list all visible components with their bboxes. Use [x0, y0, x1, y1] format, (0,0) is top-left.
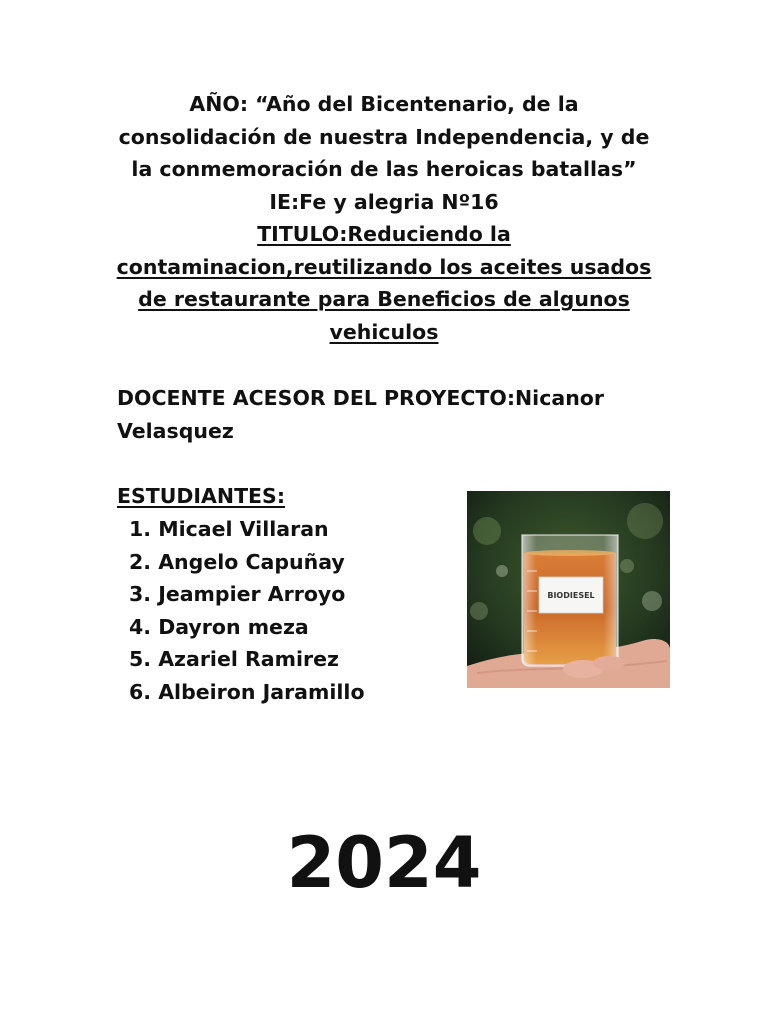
student-item: 1. Micael Villaran	[129, 517, 329, 541]
students-heading: ESTUDIANTES:	[117, 484, 286, 508]
year-dedication: AÑO: “Año del Bicentenario, de la consolidación de nuestra Independencia, y de la conmemoración de las heroicas batallas” IE:Fe y alegria Nº16	[118, 92, 650, 214]
biodiesel-photo	[467, 491, 670, 688]
student-item: 3. Jeampier Arroyo	[129, 582, 346, 606]
teacher-advisor: DOCENTE ACESOR DEL PROYECTO:Nicanor Velasquez	[117, 386, 604, 443]
document-year: 2024	[286, 822, 482, 904]
student-item: 2. Angelo Capuñay	[129, 549, 345, 574]
student-item: 6. Albeiron Jaramillo	[129, 679, 365, 704]
student-item: 5. Azariel Ramirez	[129, 647, 339, 671]
project-title: TITULO:Reduciendo la contaminacion,reutilizando los aceites usados de restaurante para Beneficios de algunos vehiculos	[116, 222, 652, 344]
document-header	[110, 88, 658, 348]
students-list	[129, 513, 365, 708]
biodiesel-label: BIODIESEL	[547, 591, 595, 600]
student-item: 4. Dayron meza	[129, 614, 309, 639]
